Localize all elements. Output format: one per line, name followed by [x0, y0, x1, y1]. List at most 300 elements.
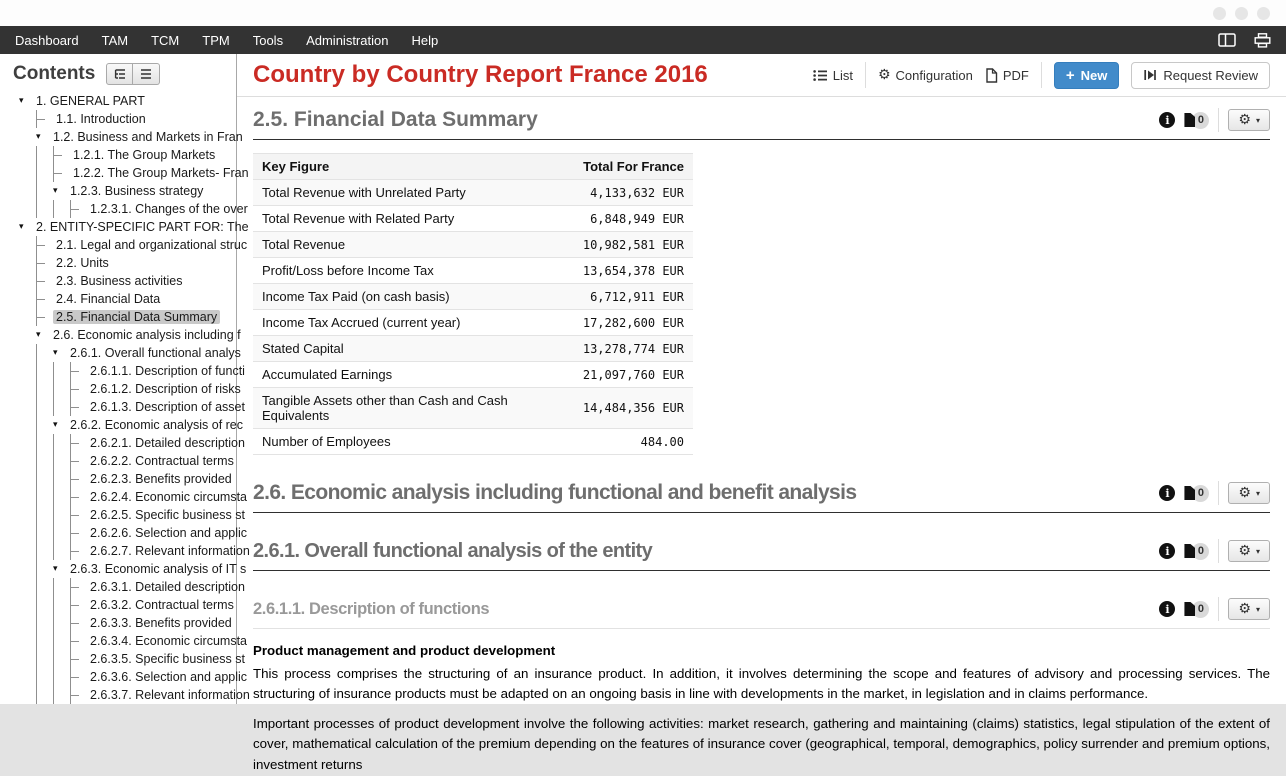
info-icon[interactable]: i	[1159, 112, 1175, 128]
tree-guide-line	[36, 650, 53, 668]
tree-view-icon	[113, 68, 127, 80]
contents-view-toggle-group	[106, 63, 160, 85]
tree-indent	[19, 110, 36, 128]
tree-item-label: 2.6.2. Economic analysis of rec	[70, 418, 243, 432]
sidebar-title: Contents	[13, 63, 96, 84]
value-cell: 13,654,378 EUR	[574, 258, 693, 284]
tree-guide-line	[53, 380, 70, 398]
tree-item-label-selected: 2.5. Financial Data Summary	[53, 310, 220, 324]
tree-connector-line	[36, 290, 53, 308]
nav-item-tpm[interactable]: TPM	[202, 32, 230, 48]
key-figure-cell: Accumulated Earnings	[253, 362, 574, 388]
contents-tree-item[interactable]	[19, 524, 248, 542]
contents-tree-item[interactable]	[19, 632, 248, 650]
tree-connector-line	[70, 434, 87, 452]
contents-sidebar	[0, 54, 250, 704]
tree-indent	[19, 344, 36, 362]
contents-tree-item[interactable]	[19, 560, 247, 578]
tree-guide-line	[36, 452, 53, 470]
attachment-count-badge: 0	[1192, 601, 1209, 618]
section-controls	[1159, 597, 1270, 621]
contents-tree-item[interactable]	[19, 614, 236, 632]
contents-tree-item[interactable]	[19, 596, 236, 614]
section-body-text	[253, 641, 1270, 776]
page-title: Country by Country Report France 2016	[253, 61, 708, 88]
tree-item-label: 2.6.3.6. Selection and applic	[90, 670, 248, 684]
contents-tree-item[interactable]	[19, 506, 245, 524]
caret-down-icon[interactable]: ▾	[53, 186, 58, 196]
tree-item-label: 2.6.3.4. Economic circumsta	[90, 634, 248, 648]
tree-indent	[19, 614, 36, 632]
table-row	[253, 258, 693, 284]
tree-guide-line	[53, 506, 70, 524]
tree-item-label: 2.6.1. Overall functional analys	[70, 346, 241, 360]
plus-icon: +	[1065, 66, 1075, 84]
contents-tree-item[interactable]	[19, 434, 245, 452]
list-icon	[813, 69, 828, 82]
tree-indent	[19, 236, 36, 254]
tree-indent	[19, 398, 36, 416]
gear-icon: ⚙	[877, 67, 891, 83]
tree-connector-line	[70, 578, 87, 596]
columns-icon[interactable]	[1218, 33, 1236, 47]
tree-indent	[19, 308, 36, 326]
contents-tree-item[interactable]	[19, 344, 241, 362]
tree-indent	[19, 380, 36, 398]
navbar-right-icons	[1218, 33, 1271, 48]
contents-tree	[0, 92, 250, 704]
caret-down-icon[interactable]: ▾	[19, 96, 24, 106]
tree-connector-line	[53, 164, 70, 182]
caret-down-icon: ▾	[1255, 546, 1260, 556]
tree-indent	[19, 128, 36, 146]
tree-item-label: 1.2.2. The Group Markets- Fran	[73, 166, 249, 180]
tree-guide-line	[53, 524, 70, 542]
gear-icon: ⚙	[1238, 485, 1251, 501]
nav-item-administration[interactable]: Administration	[306, 32, 389, 48]
caret-down-icon: ▾	[1255, 115, 1260, 125]
tree-item-label: 1.2.3. Business strategy	[70, 184, 204, 198]
tree-item-label: 1.1. Introduction	[56, 112, 146, 126]
window-titlebar	[0, 0, 1286, 26]
tree-item-label: 2.6.3.2. Contractual terms	[90, 598, 234, 612]
tree-connector-line	[70, 362, 87, 380]
attachment-count-badge: 0	[1192, 112, 1209, 129]
tree-indent	[19, 362, 36, 380]
article-paragraph: This process comprises the structuring of an insurance product. In addition, it involves determining the scope and features of advisory and processing services. The structuring of insurance products must be adapted on an ongoing basis in line with developments in the market, in legislation and in claims performance.	[253, 665, 1270, 702]
tree-guide-line	[36, 542, 53, 560]
tree-item-label: 2.6.2.1. Detailed description	[90, 436, 245, 450]
tree-connector-line	[70, 488, 87, 506]
toolbar-divider	[1041, 62, 1042, 88]
tree-guide-line	[53, 434, 70, 452]
tree-connector-line	[70, 524, 87, 542]
key-figure-cell: Total Revenue with Unrelated Party	[253, 180, 574, 206]
tree-indent	[19, 470, 36, 488]
tree-guide-line	[53, 542, 70, 560]
table-row	[253, 362, 693, 388]
contents-tree-item[interactable]	[19, 236, 248, 254]
tree-connector-line	[70, 506, 87, 524]
section-header-2-5	[253, 108, 1270, 140]
tree-item-label: 1. GENERAL PART	[36, 94, 145, 108]
tree-item-label: 2.6.3.3. Benefits provided	[90, 616, 232, 630]
table-row	[253, 284, 693, 310]
contents-tree-item[interactable]	[19, 164, 249, 182]
tree-indent	[19, 506, 36, 524]
tree-indent	[19, 488, 36, 506]
key-figure-cell: Number of Employees	[253, 429, 574, 455]
contents-tree-item[interactable]	[19, 128, 243, 146]
new-button[interactable]	[1054, 62, 1120, 89]
tree-guide-line	[53, 362, 70, 380]
attachment-count-badge: 0	[1192, 485, 1209, 502]
tree-connector-line	[70, 200, 87, 218]
controls-divider	[1218, 597, 1219, 621]
tree-indent	[19, 524, 36, 542]
section-header-2-6-1-1	[253, 597, 1270, 629]
new-label: New	[1080, 67, 1108, 83]
tree-indent	[19, 434, 36, 452]
financial-data-table	[253, 153, 693, 455]
configuration-button[interactable]	[878, 68, 973, 83]
contents-tree-item[interactable]	[19, 308, 236, 326]
tree-guide-line	[53, 578, 70, 596]
tree-guide-line	[36, 362, 53, 380]
contents-tree-item[interactable]	[19, 686, 250, 704]
tree-item-label: 2.6.2.5. Specific business st	[90, 508, 245, 522]
tree-item-label: 1.2.3.1. Changes of the over	[90, 202, 248, 216]
tree-connector-line	[70, 542, 87, 560]
gear-icon: ⚙	[1238, 112, 1251, 128]
tree-guide-line	[36, 668, 53, 686]
tree-guide-line	[53, 632, 70, 650]
contents-tree-item[interactable]	[19, 218, 249, 236]
table-body	[253, 180, 693, 455]
gear-icon: ⚙	[1238, 601, 1251, 617]
tree-item-label: 2. ENTITY-SPECIFIC PART FOR: The	[36, 220, 249, 234]
tree-guide-line	[36, 578, 53, 596]
column-header-total-for-france: Total For France	[574, 154, 693, 180]
tree-indent	[19, 632, 36, 650]
caret-down-icon[interactable]: ▾	[53, 348, 58, 358]
value-cell: 10,982,581 EUR	[574, 232, 693, 258]
value-cell: 21,097,760 EUR	[574, 362, 693, 388]
contents-tree-item[interactable]	[19, 146, 236, 164]
section-settings-button[interactable]	[1228, 109, 1270, 131]
attachments-button[interactable]	[1184, 543, 1209, 560]
tree-connector-line	[36, 272, 53, 290]
contents-tree-item[interactable]	[19, 380, 241, 398]
value-cell: 6,712,911 EUR	[574, 284, 693, 310]
tree-connector-line	[70, 614, 87, 632]
section-title: 2.6.1. Overall functional analysis of the entity	[253, 539, 653, 562]
section-title: 2.6. Economic analysis including functional and benefit analysis	[253, 481, 857, 504]
tree-connector-line	[53, 146, 70, 164]
tree-guide-line	[36, 164, 53, 182]
table-row	[253, 180, 693, 206]
pdf-label: PDF	[1002, 67, 1029, 83]
window-control-dot	[1235, 7, 1248, 20]
contents-tree-item[interactable]	[19, 470, 236, 488]
window-control-dot	[1213, 7, 1226, 20]
value-cell: 17,282,600 EUR	[574, 310, 693, 336]
contents-tree-item[interactable]	[19, 200, 248, 218]
tree-indent	[19, 650, 36, 668]
pdf-file-icon	[985, 68, 998, 83]
configuration-label: Configuration	[895, 67, 973, 83]
tree-item-label: 2.3. Business activities	[56, 274, 183, 288]
contents-tree-item[interactable]	[19, 398, 245, 416]
tree-item-label: 1.2.1. The Group Markets	[73, 148, 216, 162]
contents-tree-item[interactable]	[19, 92, 236, 110]
key-figure-cell: Total Revenue	[253, 232, 574, 258]
tree-guide-line	[53, 398, 70, 416]
tree-guide-line	[36, 470, 53, 488]
caret-down-icon[interactable]: ▾	[53, 564, 58, 574]
section-header-2-6	[253, 481, 1270, 513]
list-view-button[interactable]	[133, 63, 160, 85]
tree-connector-line	[36, 254, 53, 272]
controls-divider	[1218, 481, 1219, 505]
tree-guide-line	[36, 380, 53, 398]
tree-guide-line	[53, 488, 70, 506]
tree-guide-line	[36, 200, 53, 218]
contents-tree-item[interactable]	[19, 542, 250, 560]
table-row	[253, 429, 693, 455]
info-icon[interactable]: i	[1159, 601, 1175, 617]
tree-item-label: 2.6.3.1. Detailed description	[90, 580, 245, 594]
contents-tree-item[interactable]	[19, 326, 241, 344]
table-row	[253, 336, 693, 362]
tree-indent	[19, 596, 36, 614]
key-figure-cell: Stated Capital	[253, 336, 574, 362]
table-row	[253, 206, 693, 232]
tree-guide-line	[36, 182, 53, 200]
tree-guide-line	[36, 398, 53, 416]
tree-indent	[19, 668, 36, 686]
tree-indent	[19, 272, 36, 290]
list-view-icon	[139, 68, 153, 80]
tree-guide-line	[36, 596, 53, 614]
controls-divider	[1218, 108, 1219, 132]
contents-tree-item[interactable]	[19, 362, 245, 380]
tree-item-label: 2.6.3.7. Relevant information	[90, 688, 250, 702]
contents-tree-item[interactable]	[19, 578, 245, 596]
value-cell: 13,278,774 EUR	[574, 336, 693, 362]
tree-guide-line	[36, 416, 53, 434]
table-head	[253, 154, 693, 180]
tree-guide-line	[36, 344, 53, 362]
nav-item-tam[interactable]: TAM	[101, 32, 129, 48]
section-header-2-6-1	[253, 539, 1270, 571]
table-row	[253, 388, 693, 429]
tree-item-label: 2.6.3.5. Specific business st	[90, 652, 245, 666]
key-figure-cell: Income Tax Paid (on cash basis)	[253, 284, 574, 310]
tree-connector-line	[70, 398, 87, 416]
tree-guide-line	[53, 470, 70, 488]
section-controls	[1159, 539, 1270, 563]
section-controls	[1159, 108, 1270, 132]
window-control-dot	[1257, 7, 1270, 20]
section-controls	[1159, 481, 1270, 505]
tree-connector-line	[70, 380, 87, 398]
tree-indent	[19, 164, 36, 182]
tree-connector-line	[70, 632, 87, 650]
tree-indent	[19, 686, 36, 704]
section-settings-button[interactable]	[1228, 482, 1270, 504]
tree-indent	[19, 452, 36, 470]
controls-divider	[1218, 539, 1219, 563]
key-figure-cell: Total Revenue with Related Party	[253, 206, 574, 232]
contents-tree-item[interactable]	[19, 254, 236, 272]
tree-item-label: 2.1. Legal and organizational struc	[56, 238, 248, 252]
tree-item-label: 2.6.2.4. Economic circumsta	[90, 490, 248, 504]
table-row	[253, 310, 693, 336]
contents-tree-item[interactable]	[19, 488, 248, 506]
tree-indent	[19, 326, 36, 344]
attachments-button[interactable]	[1184, 112, 1209, 129]
column-header-key-figure: Key Figure	[253, 154, 574, 180]
tree-indent	[19, 182, 36, 200]
tree-guide-line	[36, 524, 53, 542]
tree-indent	[19, 560, 36, 578]
attachments-button[interactable]	[1184, 601, 1209, 618]
caret-down-icon[interactable]: ▾	[19, 222, 24, 232]
tree-item-label: 1.2. Business and Markets in Fran	[53, 130, 243, 144]
tree-item-label: 2.6.2.3. Benefits provided	[90, 472, 232, 486]
tree-item-label: 2.6.1.2. Description of risks	[90, 382, 241, 396]
contents-tree-item[interactable]	[19, 650, 245, 668]
article-paragraph: Important processes of product development involve the following activities: market research, gathering and maintaining (claims) statistics, legal stipulation of the extent of cover, mathematical calculation of the premium depending on the features of insurance cover (geographical, temporal, demographics, policy surrender and premium options, investment returns	[253, 715, 1270, 773]
caret-down-icon[interactable]: ▾	[36, 330, 41, 340]
tree-connector-line	[36, 236, 53, 254]
tree-view-button[interactable]	[106, 63, 133, 85]
main-content	[237, 54, 1286, 773]
main-layout	[0, 54, 1286, 773]
attachment-count-badge: 0	[1192, 543, 1209, 560]
tree-guide-line	[53, 686, 70, 704]
contents-tree-item[interactable]	[19, 452, 236, 470]
contents-tree-item[interactable]	[19, 416, 243, 434]
tree-guide-line	[53, 200, 70, 218]
report-body	[237, 97, 1286, 776]
caret-down-icon: ▾	[1255, 604, 1260, 614]
value-cell: 6,848,949 EUR	[574, 206, 693, 232]
article-heading: Product management and product development	[253, 643, 556, 658]
tree-indent	[19, 542, 36, 560]
tree-connector-line	[70, 650, 87, 668]
nav-item-dashboard[interactable]: Dashboard	[15, 32, 79, 48]
contents-tree-item[interactable]	[19, 668, 248, 686]
printer-icon[interactable]	[1254, 33, 1271, 48]
nav-item-tools[interactable]: Tools	[252, 32, 284, 48]
tree-guide-line	[53, 596, 70, 614]
tree-item-label: 2.4. Financial Data	[56, 292, 161, 306]
caret-down-icon[interactable]: ▾	[53, 420, 58, 430]
section-title: 2.5. Financial Data Summary	[253, 108, 538, 131]
tree-indent	[19, 254, 36, 272]
tree-item-label: 2.6.2.6. Selection and applic	[90, 526, 248, 540]
toolbar-divider	[865, 62, 866, 88]
tree-item-label: 2.6.1.1. Description of functi	[90, 364, 245, 378]
tree-guide-line	[36, 686, 53, 704]
section-settings-button[interactable]	[1228, 598, 1270, 620]
contents-tree-item[interactable]	[19, 110, 236, 128]
tree-connector-line	[70, 686, 87, 704]
info-icon[interactable]: i	[1159, 543, 1175, 559]
caret-down-icon: ▾	[1255, 488, 1260, 498]
value-cell: 484.00	[574, 429, 693, 455]
tree-guide-line	[36, 488, 53, 506]
nav-item-help[interactable]: Help	[411, 32, 439, 48]
nav-item-tcm[interactable]: TCM	[151, 32, 180, 48]
tree-guide-line	[53, 452, 70, 470]
tree-guide-line	[53, 668, 70, 686]
tree-guide-line	[36, 560, 53, 578]
request-review-label: Request Review	[1163, 67, 1258, 83]
tree-guide-line	[36, 506, 53, 524]
section-title: 2.6.1.1. Description of functions	[253, 599, 490, 618]
contents-tree-item[interactable]	[19, 290, 236, 308]
key-figure-cell: Tangible Assets other than Cash and Cash Equivalents	[253, 388, 574, 429]
tree-connector-line	[70, 668, 87, 686]
request-review-button[interactable]	[1131, 62, 1270, 89]
attachments-button[interactable]	[1184, 485, 1209, 502]
report-toolbar	[813, 62, 1270, 89]
report-header	[237, 54, 1286, 97]
tree-guide-line	[53, 614, 70, 632]
tree-guide-line	[36, 146, 53, 164]
section-settings-button[interactable]	[1228, 540, 1270, 562]
tree-connector-line	[70, 452, 87, 470]
tree-guide-line	[36, 434, 53, 452]
tree-item-label: 2.6.3. Economic analysis of IT s	[70, 562, 247, 576]
sidebar-header	[0, 54, 236, 92]
list-label: List	[832, 67, 853, 83]
info-icon[interactable]: i	[1159, 485, 1175, 501]
tree-item-label: 2.6.2.7. Relevant information	[90, 544, 250, 558]
contents-tree-item[interactable]	[19, 272, 236, 290]
navbar-menu	[15, 33, 461, 48]
step-forward-icon	[1143, 68, 1157, 82]
contents-tree-item[interactable]	[19, 182, 236, 200]
tree-indent	[19, 416, 36, 434]
value-cell: 14,484,356 EUR	[574, 388, 693, 429]
table-header-row	[253, 154, 693, 180]
gear-icon: ⚙	[1238, 543, 1251, 559]
tree-connector-line	[36, 308, 53, 326]
tree-item-label: 2.6.2.2. Contractual terms	[90, 454, 234, 468]
tree-item-label: 2.6.1.3. Description of asset	[90, 400, 245, 414]
tree-guide-line	[53, 650, 70, 668]
table-row	[253, 232, 693, 258]
caret-down-icon[interactable]: ▾	[36, 132, 41, 142]
tree-connector-line	[36, 110, 53, 128]
pdf-button[interactable]	[985, 68, 1029, 83]
tree-indent	[19, 578, 36, 596]
list-button[interactable]	[813, 68, 853, 83]
value-cell: 4,133,632 EUR	[574, 180, 693, 206]
tree-indent	[19, 290, 36, 308]
tree-indent	[19, 200, 36, 218]
main-navbar	[0, 26, 1286, 54]
tree-indent	[19, 146, 36, 164]
tree-item-label: 2.6. Economic analysis including f	[53, 328, 241, 342]
tree-item-label: 2.2. Units	[56, 256, 109, 270]
tree-connector-line	[70, 596, 87, 614]
tree-guide-line	[36, 632, 53, 650]
